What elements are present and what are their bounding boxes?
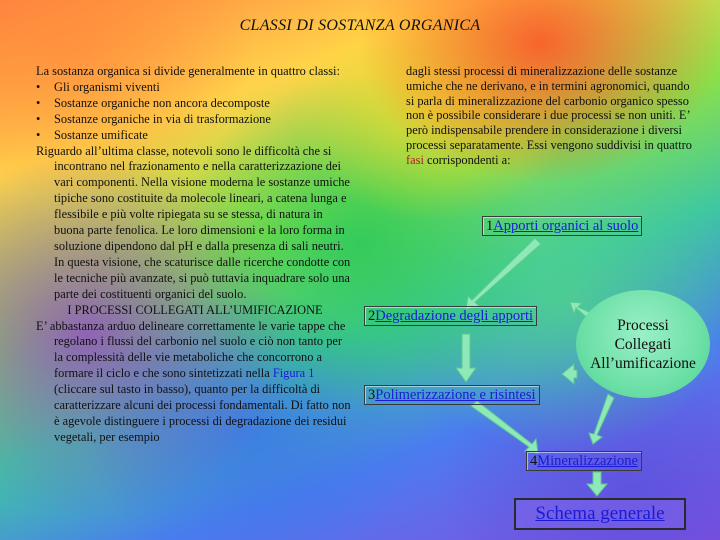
bullet-icon: • (36, 127, 41, 142)
phase-2-link[interactable]: 2Degradazione degli apporti (364, 306, 537, 326)
processes-circle: Processi Collegati All’umificazione (576, 290, 710, 398)
processes-paragraph: E’ abbastanza arduo delineare correttamente le varie tappe che regolano i flussi del carbonio nel suolo e ciò non tanto per la complessità delle vie metaboliche che concorrono a formare il ciclo e che sono sintetizzati nella Figura 1 (cliccare sul tasto in basso), quanto per la difficoltà di caratterizzare alcuni dei processi fondamentali. Di fatto non è agevole distinguere i processi di degradazione dei residui vegetali, per esempio (36, 318, 351, 444)
bullet-icon: • (36, 79, 41, 94)
humic-paragraph: Riguardo all’ultima classe, notevoli sono le difficoltà che si incontrano nel frazionamento e nella caratterizzazione dei vari componenti. Nella visione moderna le sostanze umiche tipiche sono costituite da molecole lineari, a catena lunga e flessibile e più volte ripiegata su se stessa, di natura in buona parte fenolica. Le loro dimensioni e la loro forma in soluzione dipendono dal pH e dalla presenza di sali neutri. In questa visione, che scaturisce dalle ricerche condotte con le tecniche più avanzate, si può tuttavia inquadrare solo una parte dei costituenti organici del suolo. (36, 143, 351, 301)
intro-text: La sostanza organica si divide generalmente in quattro classi: (36, 64, 340, 78)
section-heading: I PROCESSI COLLEGATI ALL’UMIFICAZIONE (67, 302, 323, 317)
bullet-item: • Sostanze organiche in via di trasformazione (36, 111, 271, 126)
arrow-3-to-4 (471, 401, 538, 453)
arrow-2-to-3 (456, 334, 476, 382)
right-text: dagli stessi processi di mineralizzazione delle sostanze umiche che ne derivano, e in termini agronomici, quando si parla di mineralizzazione del carbonio organico spesso non è possibile considerare i due processi se non uniti. E’ però indispensabile prendere in considerazione i diversi processi separatamente. Essi vengono suddivisi in quattro fasi corrispondenti a: (406, 64, 692, 167)
arrow-circle-to-3 (562, 364, 577, 384)
phase-3-link[interactable]: 3Polimerizzazione e risintesi (364, 385, 540, 405)
phase-1-link[interactable]: 1Apporti organici al suolo (482, 216, 642, 236)
schema-generale-button[interactable]: Schema generale (514, 498, 686, 530)
page-title: CLASSI DI SOSTANZA ORGANICA (239, 17, 481, 34)
arrow-4-to-schema (587, 472, 607, 496)
bullet-icon: • (36, 111, 41, 126)
bullet-icon: • (36, 95, 41, 110)
arrow-1-to-2 (466, 238, 541, 309)
bullet-item: • Gli organismi viventi (36, 79, 160, 94)
bullet-item: • Sostanze organiche non ancora decomposte (36, 95, 270, 110)
bullet-item: • Sostanze umificate (36, 127, 148, 142)
figure-link[interactable]: Figura 1 (272, 366, 315, 381)
phase-4-link[interactable]: 4Mineralizzazione (526, 451, 642, 471)
fasi-highlight: fasi (406, 152, 424, 167)
arrow-circle-to-4 (589, 394, 614, 444)
